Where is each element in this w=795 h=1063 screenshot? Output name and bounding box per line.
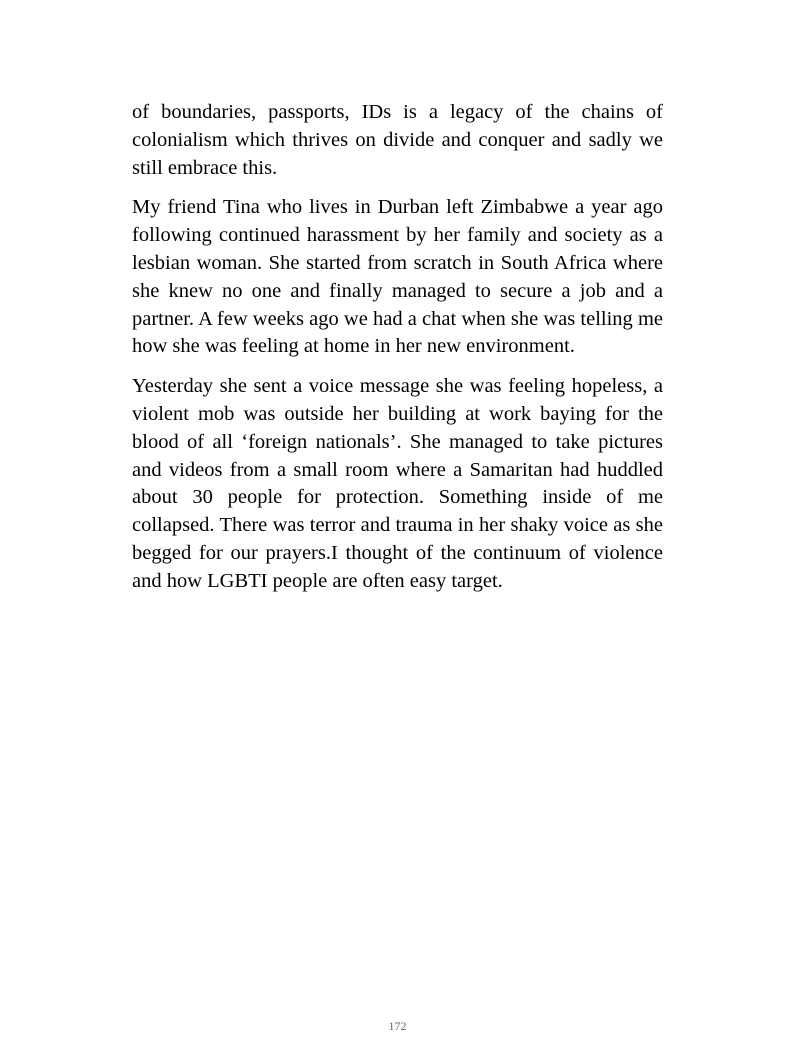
paragraph-3: Yesterday she sent a voice message she was feeling hopeless, a violent mob was outside her building at work baying for the blood of all ‘foreign nationals’. She managed to take pictures and videos from a small room where a Samaritan had huddled about 30 people for protection. Something inside of me collapsed. There was terror and trauma in her shaky voice as she begged for our prayers.I thought of the continuum of violence and how LGBTI people are often easy target. bbox=[132, 375, 663, 592]
paragraph-1: of boundaries, passports, IDs is a legacy of the chains of colonialism which thrives on divide and conquer and sadly we still embrace this. bbox=[132, 101, 663, 179]
page-number: 172 bbox=[388, 1019, 407, 1033]
body-text bbox=[132, 99, 663, 608]
paragraph-2: My friend Tina who lives in Durban left Zimbabwe a year ago following continued harassment by her family and society as a lesbian woman. She started from scratch in South Africa where she knew no one and finally managed to secure a job and a partner. A few weeks ago we had a chat when she was telling me how she was feeling at home in her new environment. bbox=[132, 196, 663, 358]
